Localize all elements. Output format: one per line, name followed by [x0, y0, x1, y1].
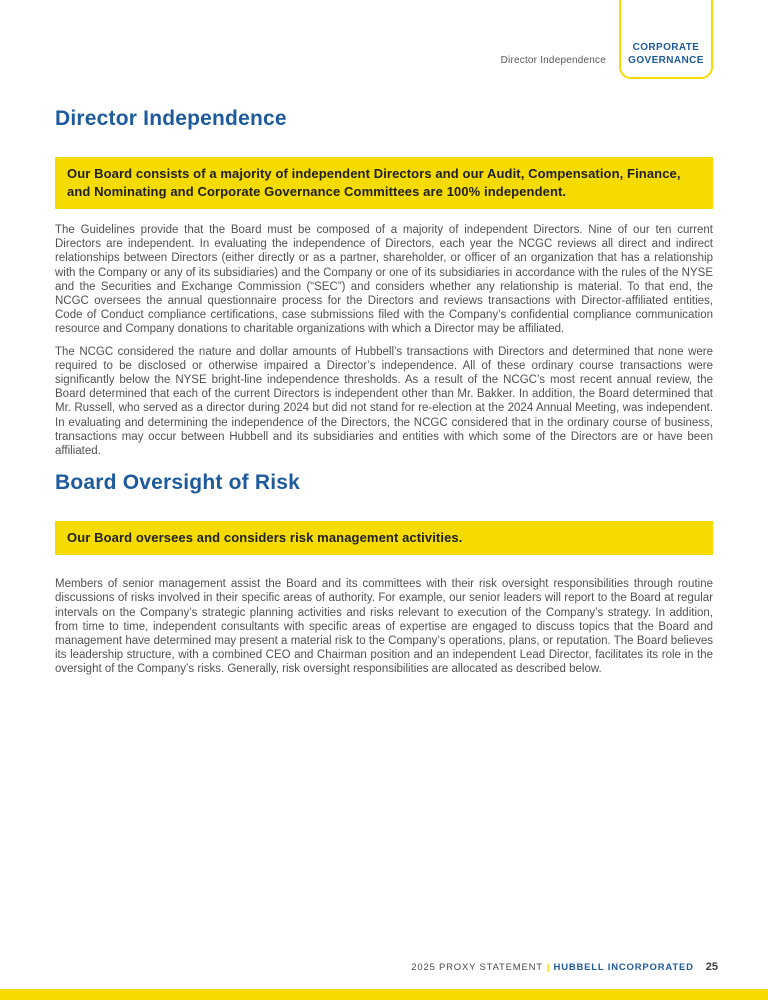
- board-oversight-paragraph-1: Members of senior management assist the Board and its committees with their risk oversight responsibilities through routine discussions of risks involved in their specific areas of authority. For example, our senior leaders will report to the Board at regular intervals on the Company’s strategic planning activities and risks relevant to execution of the Company’s strategy. In addition, from time to time, independent consultants with specific areas of expertise are engaged to discuss topics that the Board and management have determined may present a material risk to the Company’s operations, plans, or reputation. The Board believes its leadership structure, with a combined CEO and Chairman position and an independent Lead Director, facilitates its role in the oversight of the Company’s risks. Generally, risk oversight responsibilities are allocated as described below.: [55, 578, 713, 676]
- section-director-independence: [55, 106, 713, 458]
- running-header-section-label: Director Independence: [500, 55, 606, 66]
- page-footer: [411, 961, 718, 973]
- footer-document-label: 2025 PROXY STATEMENT: [411, 962, 543, 973]
- footer-divider: |: [546, 962, 550, 973]
- director-independence-paragraph-1: The Guidelines provide that the Board must be composed of a majority of independent Directors. Nine of our ten current Directors are independent. In evaluating the independence of Directors, each year the NCGC reviews all direct and indirect relationships between Directors (either directly or as a partner, shareholder, or officer of an organization that has a relationship with the Company or any of its subsidiaries) and the Company or one of its subsidiaries in accordance with the rules of the NYSE and the Securities and Exchange Commission (“SEC”) and considers whether any relationship is material. To that end, the NCGC oversees the annual questionnaire process for the Directors and reviews transactions with Director-affiliated entities, Code of Conduct compliance certifications, case submissions filed with the Company’s confidential compliance communication resource and Company donations to charitable organizations with which a Director may be affiliated.: [55, 224, 713, 336]
- footer-page-number: 25: [705, 961, 718, 973]
- footer-company-name: HUBBELL INCORPORATED: [553, 962, 694, 973]
- director-independence-callout-box: [55, 157, 713, 209]
- bottom-accent-bar: [0, 989, 768, 1000]
- director-independence-paragraph-2: The NCGC considered the nature and dollar amounts of Hubbell’s transactions with Directors and determined that none were required to be disclosed or otherwise impaired a Director’s independence. All of these ordinary course transactions were significantly below the NYSE bright-line independence thresholds. As a result of the NCGC’s most recent annual review, the Board determined that each of the current Directors is independent other than Mr. Bakker. In addition, the Board determined that Mr. Russell, who served as a director during 2024 but did not stand for re-election at the 2024 Annual Meeting, was independent. In evaluating and determining the independence of the Directors, the NCGC considered that in the ordinary course of business, transactions may occur between Hubbell and its subsidiaries and entities with which some of the Directors are or have been affiliated.: [55, 345, 713, 458]
- corporate-governance-tab-label: CORPORATE GOVERNANCE: [628, 42, 704, 66]
- section-board-oversight-of-risk: [55, 470, 713, 676]
- corporate-governance-tab: [619, 0, 713, 79]
- director-independence-heading: Director Independence: [55, 107, 287, 130]
- board-oversight-of-risk-heading: Board Oversight of Risk: [55, 471, 300, 495]
- content-column: [55, 106, 713, 685]
- board-oversight-callout-text: Our Board oversees and considers risk management activities.: [67, 530, 463, 546]
- director-independence-callout-text: Our Board consists of a majority of independent Directors and our Audit, Compensation, Finance, and Nominating and Corporate Governance Committees are 100% independent.: [67, 166, 681, 199]
- board-oversight-callout-box: [55, 521, 713, 555]
